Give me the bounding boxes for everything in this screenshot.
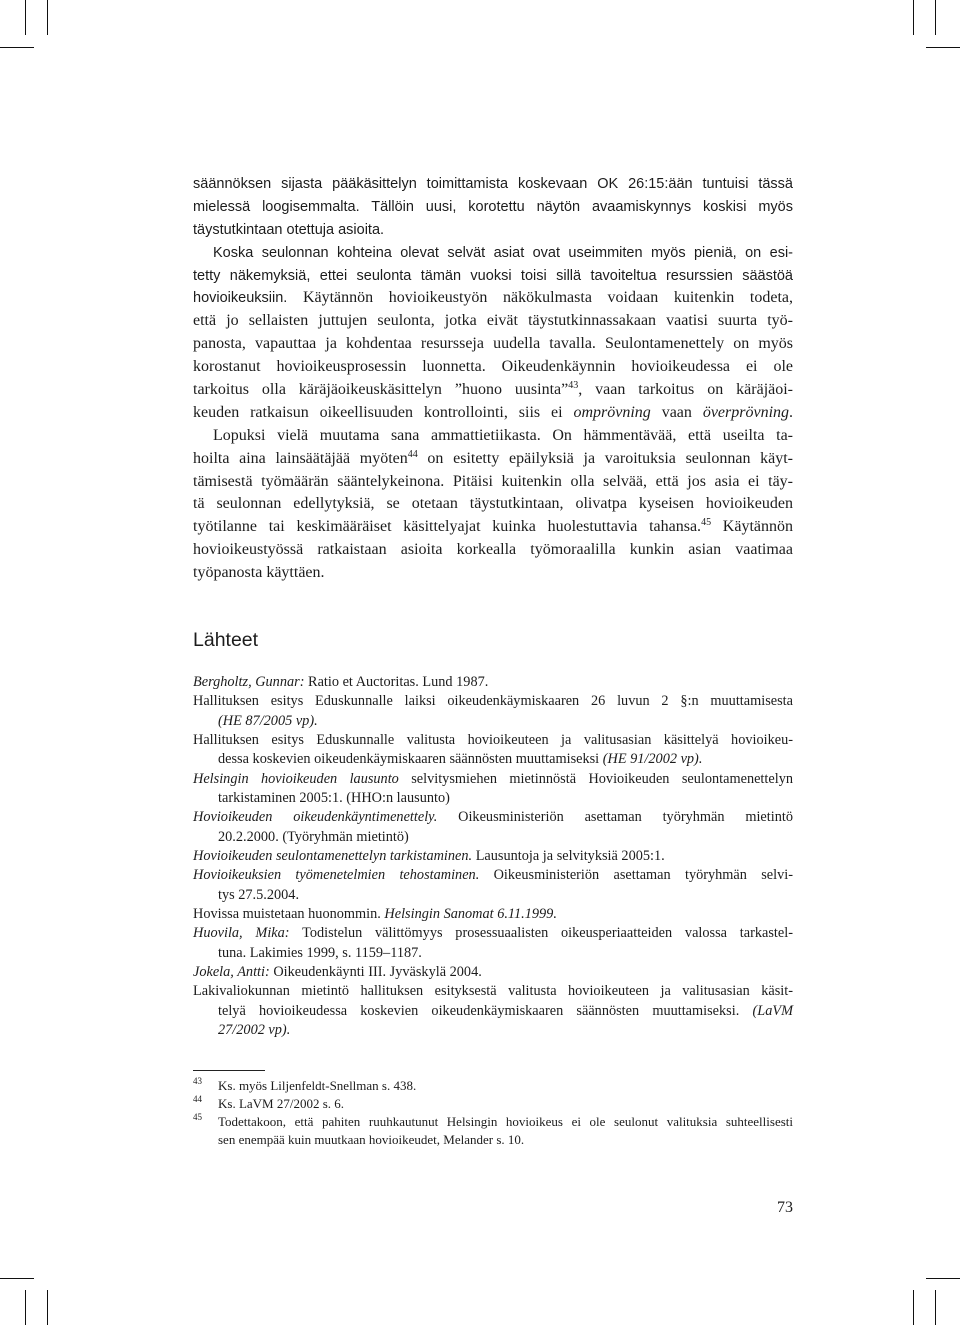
reference-entry — [193, 770, 793, 809]
reference-text: Lakivaliokunnan mietintö hallituksen esityksestä valitusta hovioikeuteen ja valitusasian käsit- — [193, 983, 793, 1000]
crop-mark — [0, 47, 34, 48]
text-run: säännöksen sijasta pääkäsittelyn toimittamista koskevaan OK 26:15:ään tuntuisi tässä — [193, 176, 793, 192]
reference-entry — [193, 808, 793, 847]
italic-term: omprövning — [573, 403, 651, 421]
text-run: työtilanne tai keskimääräiset käsittelyajat kuinka huolestuttavia tahansa. — [193, 518, 702, 536]
body-line — [193, 516, 793, 539]
footnote-line: Ks. myös Liljenfeldt-Snellman s. 438. — [218, 1078, 417, 1093]
crop-mark — [926, 1278, 960, 1279]
body-line — [193, 196, 793, 219]
text-run: tämisestä työmäärän sääntelykeinona. Pitäisi kuitenkin olla selvää, että jos asia ei täy- — [193, 472, 793, 490]
body-line — [193, 310, 793, 333]
reference-entry — [193, 905, 793, 924]
footnote-rule — [193, 1070, 265, 1071]
body-line — [193, 539, 793, 562]
body-line — [193, 562, 793, 585]
text-run: keuden ratkaisun oikeellisuuden kontrollointi, siis ei — [193, 403, 574, 421]
text-run: mielessä loogisemmalta. Tällöin uusi, korotettu näytön avaamiskynnys koskisi myös — [193, 198, 793, 215]
page-number: 73 — [777, 1199, 793, 1216]
body-line — [193, 173, 793, 196]
body-line — [193, 471, 793, 494]
body-line — [193, 265, 793, 288]
reference-text: tys 27.5.2004. — [218, 886, 300, 903]
reference-text: telyä hovioikeudessa koskevien oikeudenkäymiskaaren säännösten muuttamiseksi. — [218, 1002, 753, 1019]
reference-entry — [193, 731, 793, 770]
references-list — [193, 673, 793, 1040]
reference-text: Oikeudenkäynti III. Jyväskylä 2004. — [269, 963, 482, 980]
text-run: tetty näkemyksiä, ettei seulonta tämän vuoksi toisi sillä tavoiteltua resurssien säästöä — [193, 267, 793, 284]
reference-text: Oikeusministeriön asettaman työryhmän selvi- — [479, 867, 793, 884]
text-run: panosta, vapauttaa ja kohdentaa resursseja uudella tavalla. Seulontamenettely on myös — [193, 335, 793, 353]
body-line — [193, 425, 793, 448]
footnote — [193, 1095, 793, 1113]
text-run: . — [789, 403, 794, 421]
reference-text: Hallituksen esitys Eduskunnalle valitusta hovioikeuteen ja valitusasian käsittelyä hovioikeu- — [193, 731, 793, 748]
footnote-ref: 43 — [568, 380, 579, 392]
crop-mark — [47, 1290, 48, 1325]
body-line — [193, 219, 793, 242]
footnote-number: 45 — [193, 1112, 202, 1122]
reference-text: Todistelun välittömyys prosessuaalisten oikeusperiaatteiden valossa tarkastel- — [289, 925, 793, 942]
footnote-line: Todettakoon, että pahiten ruuhkautunut Helsingin hovioikeus ei ole seulonut valituksia suhteellisesti — [218, 1114, 793, 1129]
reference-line — [193, 924, 793, 943]
reference-entry — [193, 847, 793, 866]
text-run: hoilta aina lainsäätäjää myöten — [193, 449, 408, 467]
body-text — [193, 173, 793, 585]
footnote — [193, 1077, 793, 1095]
text-run: Käytännön — [711, 518, 794, 536]
reference-line — [193, 982, 793, 1001]
reference-abbreviation: (HE 87/2005 vp). — [218, 712, 318, 729]
reference-text: Hovissa muistetaan huonommin. — [193, 905, 385, 922]
crop-mark — [935, 1290, 936, 1325]
text-run: tä seulonnan edellytyksiä, se otetaan täystutkintaan, olivatpa kyseisen hovioikeuden — [193, 495, 793, 513]
reference-line — [218, 944, 793, 963]
reference-line — [193, 770, 793, 789]
reference-line — [218, 828, 793, 847]
footnote-number: 43 — [193, 1076, 202, 1086]
reference-text: Lausuntoja ja selvityksiä 2005:1. — [472, 847, 665, 864]
reference-line — [218, 712, 793, 731]
text-run: että jo sellaisten juttujen seulonta, jotka eivät täystutkinnassakaan vaatisi suurta työ- — [193, 312, 793, 330]
reference-line — [193, 905, 793, 924]
reference-line — [193, 866, 793, 885]
reference-author: Huovila, Mika: — [193, 925, 290, 942]
reference-entry — [193, 963, 793, 982]
reference-text: Hallituksen esitys Eduskunnalle laiksi oikeudenkäymiskaaren 26 luvun 2 §:n muuttamisesta — [193, 693, 793, 710]
body-line — [193, 493, 793, 516]
crop-mark — [913, 0, 914, 35]
reference-line — [193, 847, 793, 866]
crop-mark — [935, 0, 936, 35]
reference-text: tarkistaminen 2005:1. (HHO:n lausunto) — [218, 789, 450, 806]
text-run: vaan — [650, 403, 703, 421]
references-heading: Lähteet — [193, 629, 259, 651]
reference-entry — [193, 692, 793, 731]
crop-mark — [25, 1290, 26, 1325]
reference-title: Helsingin hovioikeuden lausunto — [193, 770, 399, 787]
text-run: , vaan tarkoitus on käräjäoi- — [578, 381, 794, 399]
reference-text: tuna. Lakimies 1999, s. 1159–1187. — [218, 944, 422, 961]
body-line — [193, 333, 793, 356]
italic-term: överprövning — [702, 403, 790, 421]
crop-mark — [913, 1290, 914, 1325]
text-run: on esitetty epäilyksiä ja varoituksia seulonnan käyt- — [417, 449, 793, 467]
reference-text: selvitysmiehen mietinnöstä Hovioikeuden seulontamenettelyn — [398, 770, 793, 787]
reference-line — [218, 886, 793, 905]
reference-line — [218, 750, 793, 769]
text-run: työpanosta käyttäen. — [193, 564, 325, 582]
body-line — [193, 287, 793, 310]
reference-line — [193, 692, 793, 711]
footnote-number: 44 — [193, 1094, 202, 1104]
reference-text: Ratio et Auctoritas. Lund 1987. — [304, 674, 489, 690]
reference-author: Jokela, Antti: — [193, 963, 270, 980]
body-line — [193, 242, 793, 265]
crop-mark — [47, 0, 48, 35]
reference-line — [218, 789, 793, 808]
reference-source: Helsingin Sanomat 6.11.1999. — [384, 905, 557, 922]
reference-abbreviation: (HE 91/2002 vp). — [602, 751, 703, 768]
text-run: tarkoitus olla käräjäoikeuskäsittelyn ”huono uusinta” — [193, 381, 569, 399]
reference-abbreviation: 27/2002 vp). — [218, 1021, 291, 1038]
text-run: Lopuksi vielä muutama sana ammattietiikasta. On hämmentävää, että useilta ta- — [213, 426, 793, 444]
reference-line — [193, 673, 793, 692]
reference-author: Bergholtz, Gunnar: — [193, 674, 305, 690]
reference-entry — [193, 982, 793, 1040]
reference-title: Hovioikeuden oikeudenkäyntimenettely. — [193, 809, 438, 826]
reference-title: Hovioikeuksien työmenetelmien tehostaminen. — [193, 867, 480, 884]
footnotes — [193, 1077, 793, 1149]
footnote-line: sen enempää kuin muutkaan hovioikeudet, Melander s. 10. — [218, 1132, 525, 1147]
reference-entry — [193, 673, 793, 692]
footnote-ref: 44 — [407, 448, 418, 460]
body-line — [193, 402, 793, 425]
reference-title: Hovioikeuden seulontamenettelyn tarkistaminen. — [193, 847, 473, 864]
reference-line — [218, 1002, 793, 1021]
text-run: hovioikeuksiin. — [193, 290, 288, 307]
crop-mark — [25, 0, 26, 35]
text-run: korostanut hovioikeusprosessin luonnetta. Oikeudenkäynnin hovioikeudessa ei ole — [193, 358, 793, 376]
crop-mark — [926, 47, 960, 48]
body-line — [193, 379, 793, 402]
reference-text: 20.2.2000. (Työryhmän mietintö) — [218, 828, 409, 845]
reference-line — [193, 963, 793, 982]
reference-line — [193, 731, 793, 750]
reference-text: dessa koskevien oikeudenkäymiskaaren säännösten muuttamiseksi — [218, 751, 603, 768]
footnote-ref: 45 — [701, 517, 712, 529]
body-line — [193, 448, 793, 471]
reference-entry — [193, 866, 793, 905]
crop-mark — [0, 1278, 34, 1279]
body-line — [193, 356, 793, 379]
reference-text: Oikeusministeriön asettaman työryhmän mietintö — [437, 809, 793, 826]
footnote-line: Ks. LaVM 27/2002 s. 6. — [218, 1096, 345, 1111]
reference-line — [193, 808, 793, 827]
reference-line — [218, 1021, 793, 1040]
text-run: täystutkintaan otettuja asioita. — [193, 221, 385, 238]
footnote — [193, 1113, 793, 1149]
text-run: Koska seulonnan kohteina olevat selvät asiat ovat useimmiten myös pieniä, on esi- — [213, 244, 793, 261]
reference-entry — [193, 924, 793, 963]
text-run: Käytännön hovioikeustyön näkökulmasta voidaan kuitenkin todeta, — [287, 289, 793, 307]
text-run: hovioikeustyössä ratkaistaan asioita korkealla työmoraalilla kunkin asian vaatimaa — [193, 541, 793, 559]
reference-abbreviation: (LaVM — [752, 1002, 793, 1019]
